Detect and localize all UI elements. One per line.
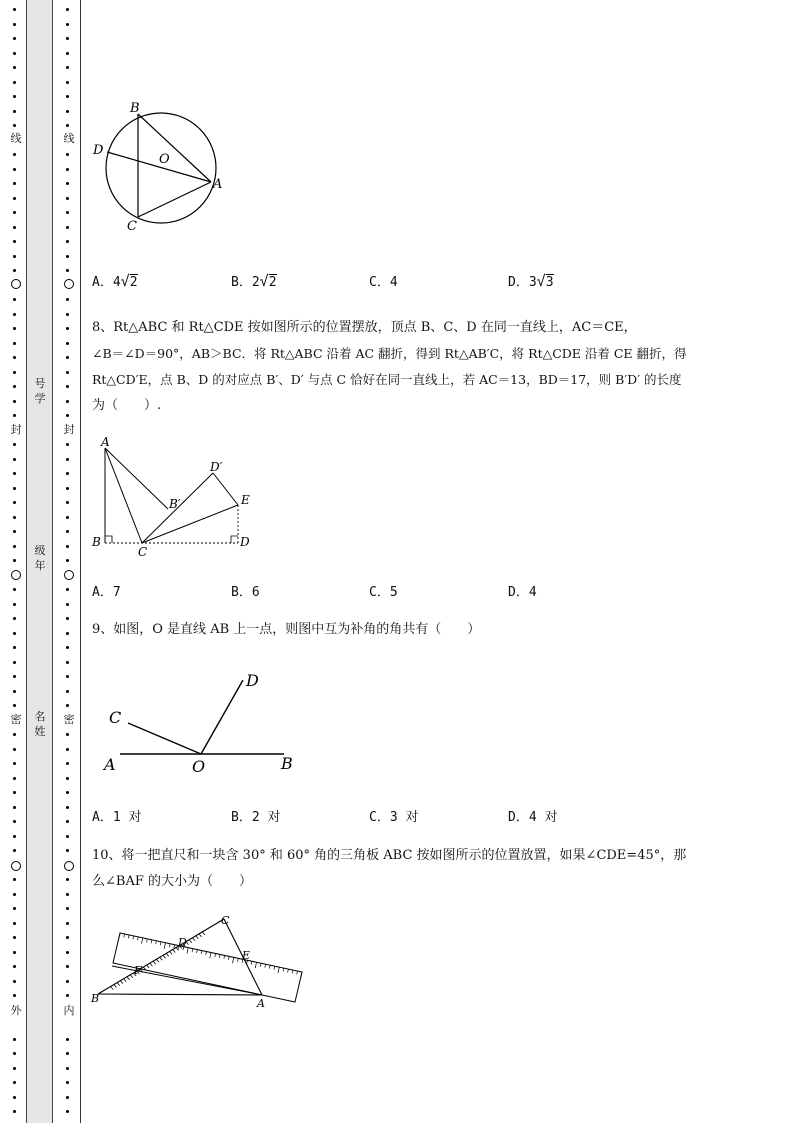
seal-dot <box>66 255 69 258</box>
seal-dot <box>13 777 16 780</box>
seal-dot <box>13 313 16 316</box>
seal-dot <box>13 559 16 562</box>
outer-seal-mark-wai: 外 <box>10 1004 22 1017</box>
seal-dot <box>13 646 16 649</box>
seal-dot <box>13 690 16 693</box>
hatch-mark <box>130 975 133 978</box>
seal-dot <box>66 907 69 910</box>
seal-dot <box>66 559 69 562</box>
outer-seal-mark-xian: 线 <box>10 132 22 145</box>
q7-option-b: B．2√2 <box>231 272 277 290</box>
seal-dot <box>66 153 69 156</box>
q10-label-D: D <box>178 936 187 949</box>
seal-dot <box>66 777 69 780</box>
seal-dot <box>66 327 69 330</box>
seal-dot <box>13 994 16 997</box>
seal-dot <box>13 255 16 258</box>
seal-dot <box>13 1067 16 1070</box>
seal-dot <box>66 8 69 11</box>
q9-angles-figure <box>98 668 318 778</box>
seal-dot <box>13 501 16 504</box>
q8-label-B-prime: B′ <box>169 497 181 511</box>
seal-dot <box>66 240 69 243</box>
q8-option-d: D．4 <box>508 585 537 600</box>
seal-dot <box>13 922 16 925</box>
hatch-mark <box>196 936 199 939</box>
seal-dot <box>13 762 16 765</box>
hatch-mark <box>199 934 202 937</box>
seal-dot <box>13 327 16 330</box>
seal-dot <box>66 1081 69 1084</box>
q9-label-O: O <box>192 757 206 776</box>
seal-dot <box>13 342 16 345</box>
seal-dot <box>66 690 69 693</box>
seal-dot <box>13 893 16 896</box>
seal-dot <box>13 197 16 200</box>
q7-label-C: C <box>127 219 137 234</box>
seal-dot <box>13 211 16 214</box>
q8-option-b: B．6 <box>231 585 260 600</box>
seal-dot <box>13 400 16 403</box>
seal-dot <box>13 371 16 374</box>
q9-label-B: B <box>281 754 293 773</box>
seal-dot <box>66 37 69 40</box>
hatch-mark <box>111 987 114 990</box>
seal-dot <box>66 313 69 316</box>
seal-dot <box>66 400 69 403</box>
q9-option-b: B．2 对 <box>231 810 281 825</box>
inner-seal-mark-mi: 密 <box>63 713 75 726</box>
q9-stem: 9、如图，O 是直线 AB 上一点，则图中互为补角的角共有（ ） <box>92 622 481 637</box>
outer-circle-mark <box>11 861 21 871</box>
seal-dot <box>66 95 69 98</box>
seal-dot <box>13 588 16 591</box>
seal-dot <box>66 81 69 84</box>
seal-dot <box>66 733 69 736</box>
hatch-mark <box>120 981 123 984</box>
q10-label-F: F <box>134 964 142 977</box>
q8-stem-line-2: ∠B＝∠D＝90°，AB＞BC．将 Rt△ABC 沿着 AC 翻折，得到 Rt△AB′C，将 Rt△CDE 沿着 CE 翻折，得 <box>92 346 687 361</box>
seal-dot <box>13 632 16 635</box>
seal-dot <box>66 704 69 707</box>
seal-dot <box>66 124 69 127</box>
seal-dot <box>13 66 16 69</box>
seal-dot <box>66 530 69 533</box>
seal-dot <box>66 501 69 504</box>
seal-dot <box>13 110 16 113</box>
q10-label-E: E <box>242 949 251 962</box>
seal-dot <box>13 269 16 272</box>
seal-dot <box>66 617 69 620</box>
seal-dot <box>66 936 69 939</box>
seal-dot <box>66 603 69 606</box>
seal-dot <box>13 52 16 55</box>
seal-dot <box>66 66 69 69</box>
seal-dot <box>13 458 16 461</box>
q7-label-B: B <box>130 101 140 116</box>
inner-circle-mark <box>64 861 74 871</box>
name-label: 名 姓 <box>34 710 46 738</box>
seal-dot <box>66 646 69 649</box>
hatch-mark <box>193 938 196 941</box>
inner-seal-mark-nei: 内 <box>63 1004 75 1017</box>
seal-dot <box>13 661 16 664</box>
seal-dot <box>66 588 69 591</box>
seal-dot <box>13 675 16 678</box>
seal-dot <box>66 52 69 55</box>
seal-dot <box>13 704 16 707</box>
seal-dot <box>13 8 16 11</box>
q10-ruler-triangle-figure <box>90 912 305 1012</box>
q10-label-A: A <box>257 997 265 1010</box>
seal-dot <box>13 1081 16 1084</box>
seal-dot <box>13 733 16 736</box>
seal-dot <box>66 211 69 214</box>
seal-dot <box>13 124 16 127</box>
seal-dot <box>13 1110 16 1113</box>
outer-seal-mark-mi: 密 <box>10 713 22 726</box>
q8-triangles-figure <box>90 435 260 560</box>
class-label: 级 年 <box>34 544 46 572</box>
seal-dot <box>13 23 16 26</box>
q8-stem-line-4: 为（ ）. <box>92 398 162 413</box>
q8-label-D: D <box>240 535 250 549</box>
seal-dot <box>13 385 16 388</box>
seal-dot <box>13 95 16 98</box>
seal-dot <box>13 153 16 156</box>
seal-dot <box>66 269 69 272</box>
seal-dot <box>13 1052 16 1055</box>
seal-dot <box>13 603 16 606</box>
seal-dot <box>66 458 69 461</box>
seal-dot <box>13 414 16 417</box>
q10-stem-line-2: 么∠BAF 的大小为（ ） <box>92 874 252 889</box>
hatch-mark <box>114 985 117 988</box>
seal-dot <box>13 820 16 823</box>
seal-dot <box>66 385 69 388</box>
seal-dot <box>66 951 69 954</box>
outer-seal-mark-feng: 封 <box>10 423 22 436</box>
inner-circle-mark <box>64 279 74 289</box>
seal-dot <box>13 835 16 838</box>
q7-label-D: D <box>93 143 104 158</box>
inner-seal-mark-feng: 封 <box>63 423 75 436</box>
q8-label-E: E <box>241 493 250 507</box>
seal-dot <box>13 806 16 809</box>
seal-dot <box>66 632 69 635</box>
seal-dot <box>13 182 16 185</box>
hatch-mark <box>117 983 120 986</box>
seal-dot <box>66 791 69 794</box>
seal-dot <box>13 1038 16 1041</box>
seal-dot <box>13 980 16 983</box>
seal-dot <box>66 675 69 678</box>
seal-dot <box>66 1067 69 1070</box>
seal-dot <box>66 23 69 26</box>
seal-dot <box>66 980 69 983</box>
seal-dot <box>13 530 16 533</box>
seal-dot <box>66 342 69 345</box>
q8-label-D-prime: D′ <box>210 460 223 474</box>
seal-dot <box>13 545 16 548</box>
q10-stem-line-1: 10、将一把直尺和一块含 30° 和 60° 角的三角板 ABC 按如图所示的位置放置，如果∠CDE=45°，那 <box>92 848 687 863</box>
seal-dot <box>66 965 69 968</box>
q9-option-c: C．3 对 <box>369 810 419 825</box>
q8-label-A: A <box>101 435 110 449</box>
q8-stem-line-1: 8、Rt△ABC 和 Rt△CDE 按如图所示的位置摆放，顶点 B、C、D 在同一直线上，AC＝CE， <box>92 320 637 335</box>
seal-dot <box>13 907 16 910</box>
seal-dot <box>66 922 69 925</box>
q10-label-B: B <box>91 992 100 1005</box>
q8-stem-line-3: Rt△CD′E，点 B、D 的对应点 B′、D′ 与点 C 恰好在同一直线上，若 AC＝13，BD＝17，则 B′D′ 的长度 <box>92 372 682 387</box>
outer-seal-dotted-line <box>13 0 19 1123</box>
seal-dot <box>13 516 16 519</box>
seal-dot <box>66 545 69 548</box>
outer-circle-mark <box>11 279 21 289</box>
q7-circle-figure <box>88 100 228 235</box>
q7-option-d: D．3√3 <box>508 272 554 290</box>
seal-dot <box>13 748 16 751</box>
q8-option-c: C．5 <box>369 585 398 600</box>
seal-dot <box>13 298 16 301</box>
inner-seal-dotted-line <box>66 0 72 1123</box>
seal-dot <box>66 878 69 881</box>
q7-label-A: A <box>213 177 223 192</box>
seal-dot <box>66 835 69 838</box>
seal-dot <box>13 1096 16 1099</box>
seal-dot <box>13 791 16 794</box>
outer-circle-mark <box>11 570 21 580</box>
seal-dot <box>66 226 69 229</box>
q10-label-C: C <box>221 914 230 927</box>
seal-dot <box>66 1052 69 1055</box>
seal-dot <box>13 443 16 446</box>
q9-label-C: C <box>109 708 122 727</box>
seal-dot <box>66 182 69 185</box>
seal-dot <box>13 849 16 852</box>
hatch-mark <box>124 979 127 982</box>
seal-dot <box>66 197 69 200</box>
q8-label-C: C <box>138 545 148 559</box>
seal-dot <box>66 516 69 519</box>
seal-dot <box>13 965 16 968</box>
seal-dot <box>13 936 16 939</box>
margin-rule-line <box>80 0 81 1123</box>
q9-option-a: A．1 对 <box>92 810 142 825</box>
seal-dot <box>13 356 16 359</box>
inner-circle-mark <box>64 570 74 580</box>
q9-label-A: A <box>104 755 116 774</box>
seal-dot <box>66 443 69 446</box>
seal-dot <box>66 110 69 113</box>
seal-dot <box>66 820 69 823</box>
seal-dot <box>66 1110 69 1113</box>
seal-dot <box>13 168 16 171</box>
seal-dot <box>13 617 16 620</box>
hatch-mark <box>202 932 205 935</box>
seal-dot <box>66 487 69 490</box>
q8-option-a: A．7 <box>92 585 121 600</box>
seal-dot <box>66 1038 69 1041</box>
seal-dot <box>66 356 69 359</box>
seal-dot <box>13 226 16 229</box>
q7-option-c: C．4 <box>369 275 398 290</box>
seal-dot <box>66 893 69 896</box>
seal-dot <box>66 661 69 664</box>
seal-dot <box>13 951 16 954</box>
binding-margin <box>0 0 86 1123</box>
q7-label-O: O <box>159 152 170 167</box>
seal-dot <box>66 298 69 301</box>
hatch-mark <box>127 977 130 980</box>
seal-dot <box>66 168 69 171</box>
seal-dot <box>66 472 69 475</box>
seal-dot <box>66 414 69 417</box>
seal-dot <box>66 806 69 809</box>
seal-dot <box>13 37 16 40</box>
q9-label-D: D <box>246 671 259 690</box>
inner-seal-mark-xian: 线 <box>63 132 75 145</box>
seal-dot <box>66 762 69 765</box>
seal-dot <box>66 994 69 997</box>
seal-dot <box>13 240 16 243</box>
seal-dot <box>13 878 16 881</box>
hatch-mark <box>189 940 192 943</box>
q7-option-a: A．4√2 <box>92 272 138 290</box>
seal-dot <box>13 472 16 475</box>
seal-dot <box>13 487 16 490</box>
q9-option-d: D．4 对 <box>508 810 558 825</box>
seal-dot <box>13 81 16 84</box>
seal-dot <box>66 371 69 374</box>
seal-dot <box>66 849 69 852</box>
student-id-label: 号 学 <box>34 377 46 405</box>
seal-dot <box>66 1096 69 1099</box>
q8-label-B: B <box>92 535 101 549</box>
seal-dot <box>66 748 69 751</box>
